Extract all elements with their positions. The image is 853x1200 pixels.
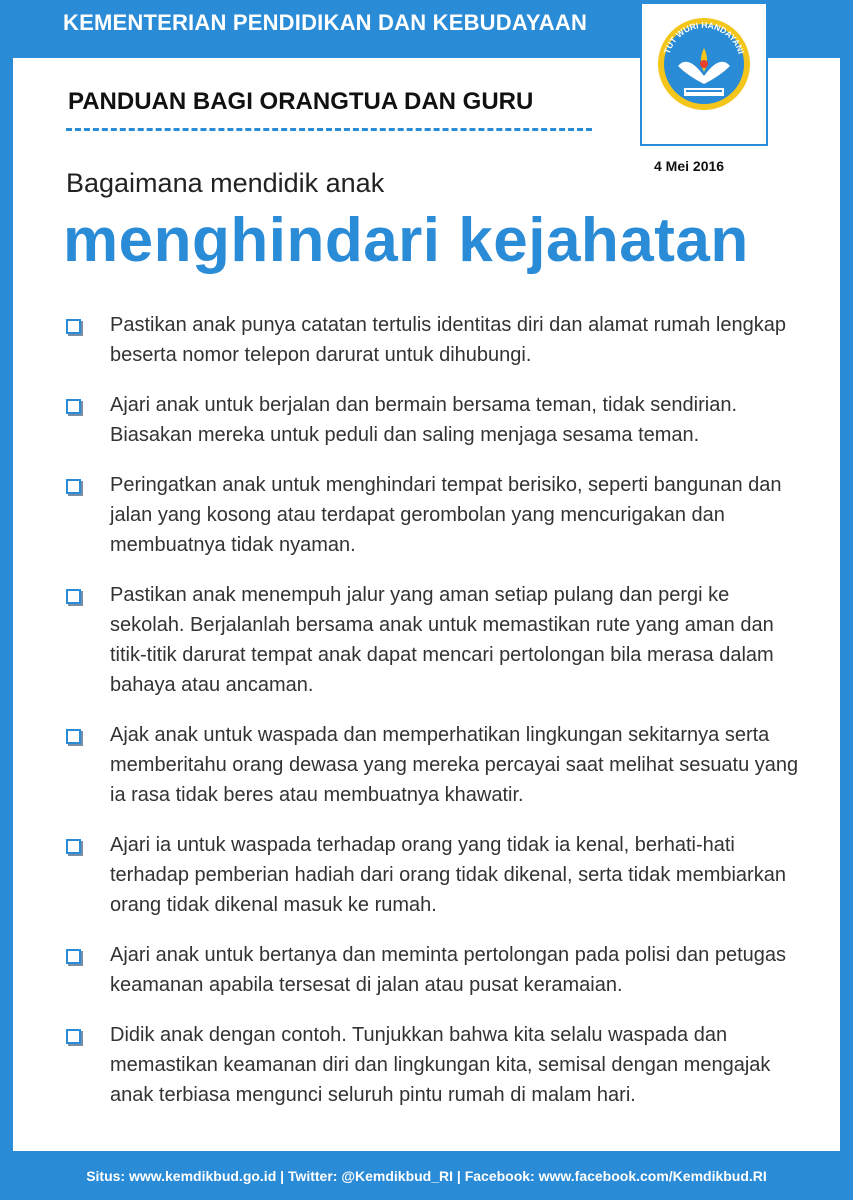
list-item: [66, 830, 806, 920]
tip-text: Ajari anak untuk bertanya dan meminta pertolongan pada polisi dan petugas keamanan apabila tersesat di jalan atau pusat keramaian.: [110, 944, 787, 996]
tut-wuri-handayani-logo: [648, 6, 760, 124]
list-item: [66, 390, 806, 450]
tips-list: [66, 310, 806, 1130]
headline: menghindari kejahatan: [63, 206, 749, 275]
checkbox-bullet-icon: [66, 319, 81, 334]
checkbox-bullet-icon: [66, 589, 81, 604]
checkbox-bullet-icon: [66, 399, 81, 414]
tip-text: Pastikan anak menempuh jalur yang aman setiap pulang dan pergi ke sekolah. Berjalanlah bersama anak untuk memastikan rute yang aman dan titik-titik darurat tempat anak dapat mencari pertolongan bila merasa dalam bahaya atau ancaman.: [110, 584, 774, 696]
list-item: [66, 310, 806, 370]
tip-text: Ajari ia untuk waspada terhadap orang yang tidak ia kenal, berhati-hati terhadap pemberian hadiah dari orang tidak dikenal, serta tidak membiarkan orang tidak dikenal masuk ke rumah.: [110, 834, 786, 916]
dashed-divider: [66, 128, 592, 131]
footer: [0, 1152, 853, 1200]
ministry-name: KEMENTERIAN PENDIDIKAN DAN KEBUDAYAAN: [63, 10, 588, 35]
subtitle: Bagaimana mendidik anak: [66, 168, 385, 198]
checkbox-bullet-icon: [66, 1029, 81, 1044]
tip-text: Didik anak dengan contoh. Tunjukkan bahwa kita selalu waspada dan memastikan keamanan diri dan lingkungan kita, semisal dengan mengajak anak terbiasa mengunci seluruh pintu rumah di malam hari.: [110, 1024, 771, 1106]
tip-text: Peringatkan anak untuk menghindari tempat berisiko, seperti bangunan dan jalan yang kosong atau terdapat gerombolan yang mencurigakan dan membuatnya tidak nyaman.: [110, 474, 782, 556]
list-item: [66, 1020, 806, 1110]
tip-text: Pastikan anak punya catatan tertulis identitas diri dan alamat rumah lengkap beserta nomor telepon darurat untuk dihubungi.: [110, 314, 786, 366]
logo-text: TUT WURI HANDAYANI: [661, 19, 747, 56]
tip-text: Ajari anak untuk berjalan dan bermain bersama teman, tidak sendirian. Biasakan mereka untuk peduli dan saling menjaga sesama teman.: [110, 394, 738, 446]
tip-text: Ajak anak untuk waspada dan memperhatikan lingkungan sekitarnya serta memberitahu orang dewasa yang mereka percayai saat melihat sesuatu yang ia rasa tidak beres atau membuatnya khawatir.: [110, 724, 799, 806]
checkbox-bullet-icon: [66, 729, 81, 744]
checkbox-bullet-icon: [66, 839, 81, 854]
publish-date: 4 Mei 2016: [654, 158, 725, 174]
checkbox-bullet-icon: [66, 949, 81, 964]
list-item: [66, 470, 806, 560]
guide-title: PANDUAN BAGI ORANGTUA DAN GURU: [68, 88, 534, 115]
checkbox-bullet-icon: [66, 479, 81, 494]
list-item: [66, 580, 806, 700]
logo-box: [640, 4, 768, 146]
list-item: [66, 720, 806, 810]
list-item: [66, 940, 806, 1000]
footer-contact: Situs: www.kemdikbud.go.id | Twitter: @Kemdikbud_RI | Facebook: www.facebook.com/Kemdikbud.RI: [86, 1168, 767, 1184]
